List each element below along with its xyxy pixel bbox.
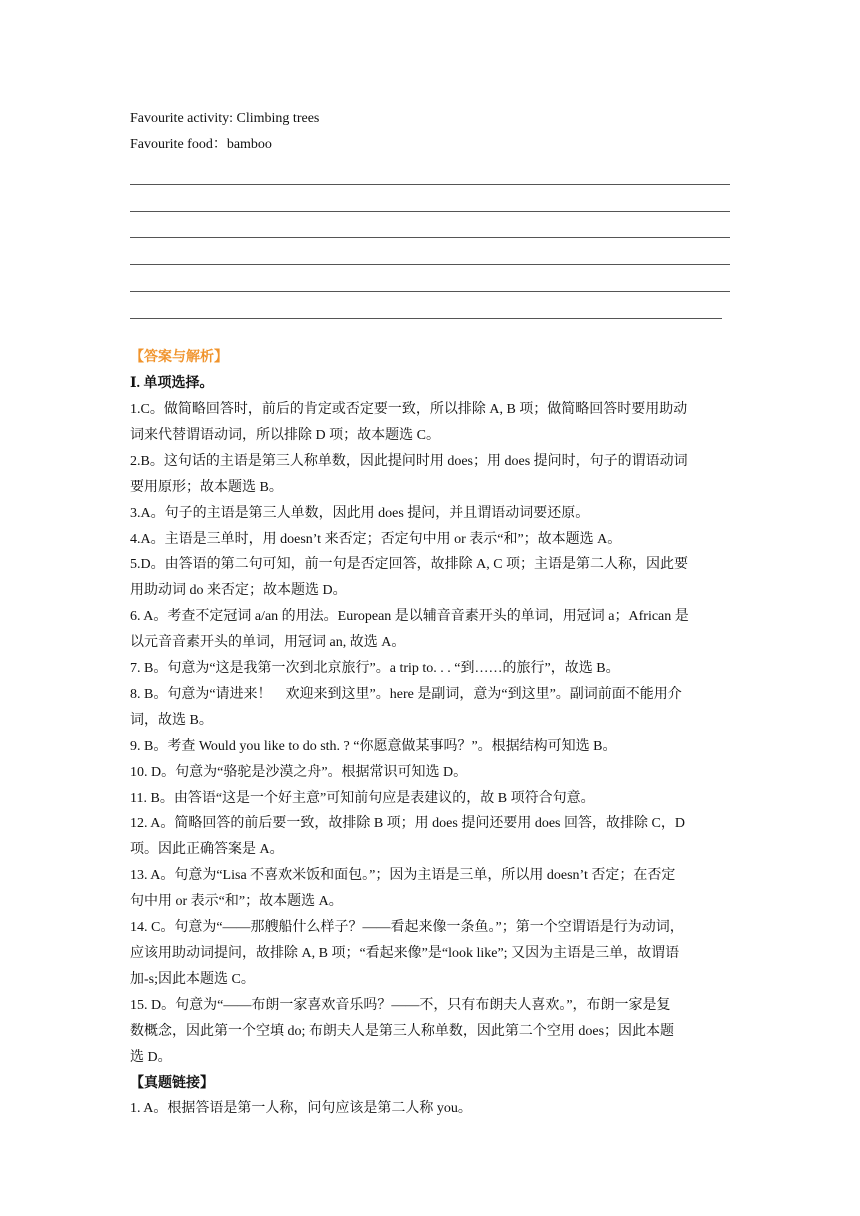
answer-line: 词，故选 B。	[130, 712, 213, 728]
document-page	[130, 106, 730, 1122]
answer-line: 6. A。考查不定冠词 a/an 的用法。European 是以辅音音素开头的单词，用冠词 a；African 是	[130, 609, 689, 625]
answer-line: 1.C。做简略回答时，前后的肯定或否定要一致，所以排除 A, B 项；做简略回答时要用助动	[130, 401, 688, 417]
answer-line: 2.B。这句话的主语是第三人称单数，因此提问时用 does；用 does 提问时，句子的谓语动词	[130, 453, 688, 469]
answer-line: 12. A。简略回答的前后要一致，故排除 B 项；用 does 提问还要用 does 回答，故排除 C，D	[130, 816, 685, 832]
answer-item	[130, 786, 730, 812]
profile-food: Favourite food：bamboo	[130, 136, 272, 152]
answer-line: 应该用助动词提问，故排除 A, B 项；“看起来像”是“look like”; 又因为主语是三单，故谓语	[130, 946, 680, 961]
writing-line	[130, 158, 730, 185]
answer-heading: 【答案与解析】	[130, 350, 228, 366]
answer-line: 3.A。句子的主语是第三人单数，因此用 does 提问，并且谓语动词要还原。	[130, 505, 590, 521]
section-title-real: 【真题链接】	[130, 1075, 214, 1091]
answer-line: 4.A。主语是三单时，用 doesn’t 来否定；否定句中用 or 表示“和”；故本题选 A。	[130, 531, 622, 547]
writing-line	[130, 238, 730, 265]
answer-line: 要用原形；故本题选 B。	[130, 479, 283, 495]
answer-item	[130, 656, 730, 682]
answer-item	[130, 915, 730, 993]
answer-line: 加-s;因此本题选 C。	[130, 971, 255, 987]
profile-activity: Favourite activity: Climbing trees	[130, 111, 320, 126]
answer-item	[130, 1096, 730, 1122]
answer-item	[130, 682, 730, 734]
writing-area[interactable]	[130, 158, 730, 319]
writing-line	[130, 185, 730, 212]
writing-line	[130, 212, 730, 239]
answer-line: 9. B。考查 Would you like to do sth. ? “你愿意做某事吗？”。根据结构可知选 B。	[130, 738, 617, 754]
writing-line	[130, 265, 730, 292]
answer-item	[130, 501, 730, 527]
answer-list	[130, 397, 730, 1071]
answer-line: 7. B。句意为“这是我第一次到北京旅行”。a trip to. . . “到……的旅行”，故选 B。	[130, 661, 620, 677]
answer-line: 5.D。由答语的第二句可知，前一句是否定回答，故排除 A, C 项；主语是第二人称，因此要	[130, 557, 689, 573]
answer-line: 项。因此正确答案是 A。	[130, 842, 284, 858]
answer-item	[130, 397, 730, 449]
answer-line: 句中用 or 表示“和”；故本题选 A。	[130, 894, 343, 910]
answer-line: 用助动词 do 来否定；故本题选 D。	[130, 583, 347, 599]
answer-line: 15. D。句意为“——布朗一家喜欢音乐吗？——不，只有布朗夫人喜欢。”，布朗一家是复	[130, 997, 671, 1013]
answer-line: 8. B。句意为“请进来！ 欢迎来到这里”。here 是副词，意为“到这里”。副词前面不能用介	[130, 686, 682, 702]
answer-line: 以元音音素开头的单词，用冠词 an, 故选 A。	[130, 635, 406, 651]
answer-item	[130, 552, 730, 604]
answer-item	[130, 449, 730, 501]
answer-line: 数概念，因此第一个空填 do; 布朗夫人是第三人称单数，因此第二个空用 does；因此本题	[130, 1023, 675, 1039]
answer-line: 11. B。由答语“这是一个好主意”可知前句应是表建议的，故 B 项符合句意。	[130, 790, 595, 806]
answer-item	[130, 527, 730, 553]
real-answer-list	[130, 1096, 730, 1122]
answer-item	[130, 760, 730, 786]
answer-line: 词来代替谓语动词，所以排除 D 项；故本题选 C。	[130, 427, 440, 443]
answer-item	[130, 863, 730, 915]
writing-line	[130, 292, 722, 319]
section-title: Ⅰ. 单项选择。	[130, 376, 214, 392]
answer-line: 14. C。句意为“——那艘船什么样子？——看起来像一条鱼。”；第一个空谓语是行为动词，	[130, 920, 684, 936]
answer-item	[130, 993, 730, 1071]
answer-line: 1. A。根据答语是第一人称，问句应该是第二人称 you。	[130, 1101, 472, 1117]
answer-item	[130, 811, 730, 863]
answer-item	[130, 604, 730, 656]
answer-line: 13. A。句意为“Lisa 不喜欢米饭和面包。”；因为主语是三单，所以用 doesn’t 否定；在否定	[130, 868, 676, 884]
answer-line: 选 D。	[130, 1049, 172, 1065]
answer-item	[130, 734, 730, 760]
answer-line: 10. D。句意为“骆驼是沙漠之舟”。根据常识可知选 D。	[130, 764, 468, 780]
